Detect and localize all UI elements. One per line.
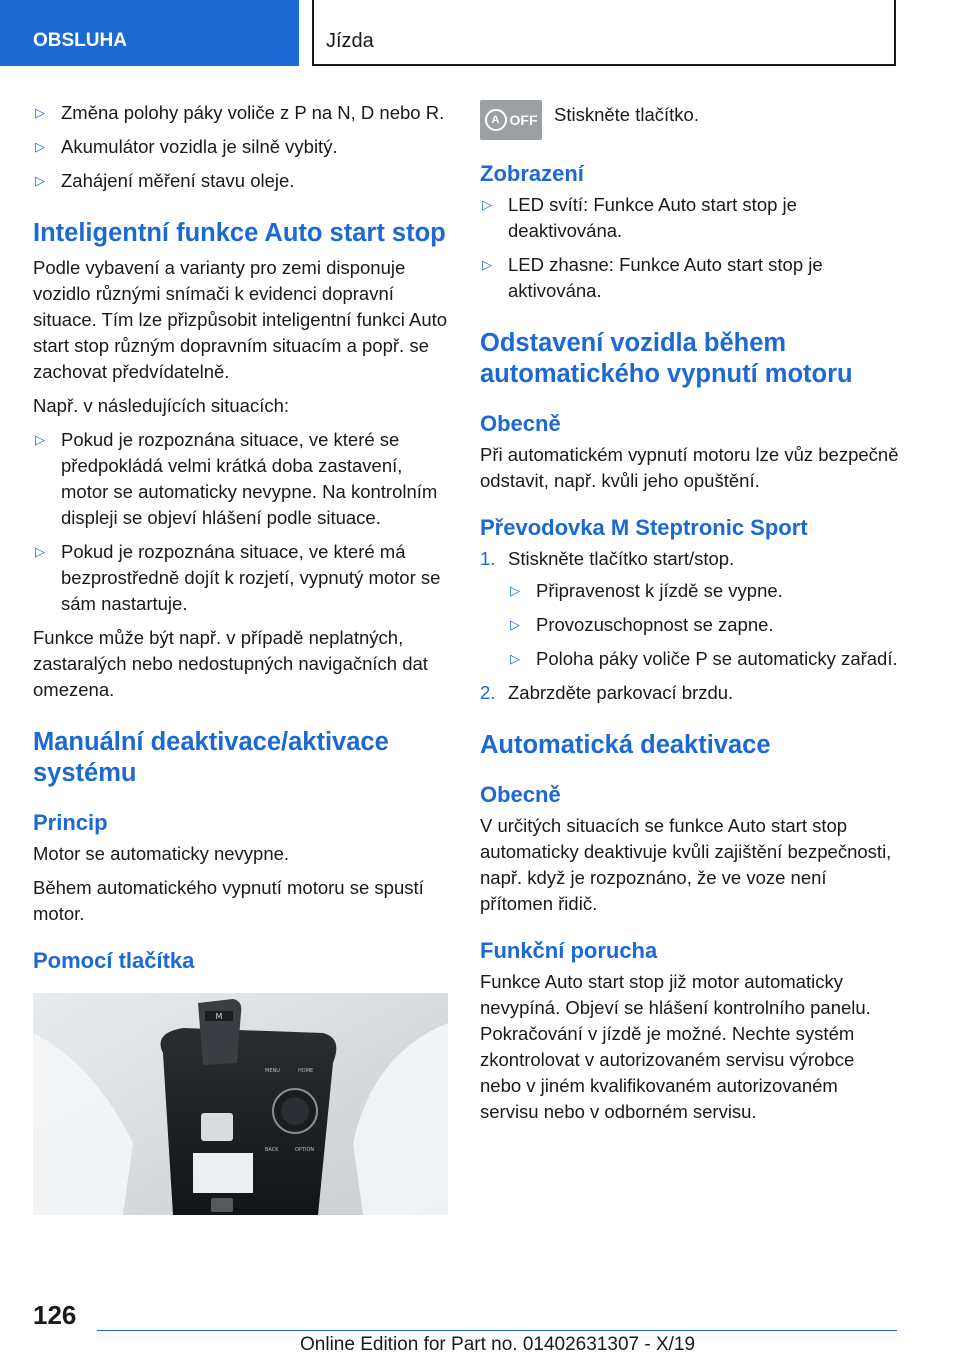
paragraph: Funkce Auto start stop již motor automaticky nevypíná. Objeví se hlášení kontrolního panelu. Pokračování v jízdě je možné. Nechte systém zkontrolovat v autorizovaném servisu výrobce nebo v jiném kvalifikovaném autorizovaném servisu nebo v odborném servisu.: [480, 971, 871, 1122]
subheading-principle: Princip: [33, 810, 108, 835]
auto-start-stop-button-row: [480, 100, 900, 140]
section-tab: OBSLUHA: [0, 0, 299, 66]
back-label: BACK: [265, 1147, 279, 1153]
subheading-via-button: Pomocí tlačítka: [33, 948, 195, 973]
list-item: 2. Zabrzděte parkovací brzdu.: [480, 682, 734, 703]
home-label: HOME: [298, 1068, 314, 1074]
list-item: ▷ LED svítí: Funkce Auto start stop je deaktivována.: [482, 194, 797, 241]
list-item: ▷ Provozuschopnost se zapne.: [508, 612, 900, 638]
triangle-bullet-icon: ▷: [510, 583, 520, 598]
situation-bullet-list: [33, 427, 448, 617]
option-label: OPTION: [295, 1147, 315, 1153]
menu-label: MENU: [265, 1068, 280, 1074]
footer-divider: [97, 1330, 897, 1331]
triangle-bullet-icon: ▷: [482, 257, 492, 272]
paragraph: Při automatickém vypnutí motoru lze vůz bezpečně odstavit, např. kvůli jeho opuštění.: [480, 444, 899, 491]
svg-text:M: M: [215, 1012, 223, 1021]
paragraph: Stiskněte tlačítko.: [554, 104, 699, 125]
triangle-bullet-icon: ▷: [35, 105, 45, 120]
footer-edition: Online Edition for Part no. 01402631307 - X/19: [300, 1334, 696, 1355]
paragraph: Podle vybavení a varianty pro zemi disponuje vozidlo různými snímači k evidenci dopravní situace. Tím lze přizpůsobit inteligentní funkci Auto start stop různým dopravním situacím a popř. se zachovat předvídatelně.: [33, 257, 448, 382]
paragraph: Funkce může být např. v případě neplatných, zastaralých nebo nedostupných navigačních dat omezena.: [33, 627, 428, 700]
steps-list: [480, 546, 900, 706]
triangle-bullet-icon: ▷: [510, 617, 520, 632]
triangle-bullet-icon: ▷: [35, 432, 45, 447]
list-item: 1. Stiskněte tlačítko start/stop. ▷ Připravenost k jízdě se vypne. ▷ Provozuschopnost se zapne. ▷ Poloha páky voliče P se automaticky zařadí.: [480, 546, 900, 672]
triangle-bullet-icon: ▷: [510, 651, 520, 666]
subheading-malfunction: Funkční porucha: [480, 938, 658, 963]
paragraph: V určitých situacích se funkce Auto start stop automaticky deaktivuje kvůli zajištění bezpečnosti, např. když je rozpoznáno, že ve voze není přítomen řidič.: [480, 815, 892, 914]
list-item: ▷ LED zhasne: Funkce Auto start stop je aktivována.: [482, 254, 823, 301]
triangle-bullet-icon: ▷: [35, 173, 45, 188]
triangle-bullet-icon: ▷: [35, 139, 45, 154]
subheading-general: Obecně: [480, 411, 561, 436]
list-item: ▷ Akumulátor vozidla je silně vybitý.: [33, 134, 448, 160]
right-column: [480, 100, 900, 1133]
subheading-general: Obecně: [480, 782, 561, 807]
list-item: ▷ Připravenost k jízdě se vypne.: [508, 578, 900, 604]
center-console-photo: [33, 993, 448, 1215]
list-item: ▷ Zahájení měření stavu oleje.: [33, 168, 448, 194]
paragraph: Během automatického vypnutí motoru se spustí motor.: [33, 877, 424, 924]
list-item: ▷ Poloha páky voliče P se automaticky zařadí.: [508, 646, 900, 672]
auto-start-stop-off-icon: A OFF: [480, 100, 542, 140]
left-column: [33, 100, 448, 1220]
page-number: 126: [33, 1300, 77, 1330]
top-bullet-list: [33, 100, 448, 194]
heading-automatic-deactivation: Automatická deaktivace: [480, 731, 771, 759]
list-item: ▷ Pokud je rozpoznána situace, ve které má bezprostředně dojít k rozjetí, vypnutý motor se sám nastartuje.: [35, 541, 441, 614]
paragraph: Např. v následujících situacích:: [33, 395, 290, 416]
display-bullet-list: [480, 192, 900, 304]
chapter-title: Jízda: [312, 0, 896, 66]
heading-parking-vehicle: Odstavení vozidla během automatického vypnutí motoru: [480, 329, 853, 388]
heading-intelligent-auto-start-stop: Inteligentní funkce Auto start stop: [33, 219, 446, 247]
triangle-bullet-icon: ▷: [482, 197, 492, 212]
subheading-display: Zobrazení: [480, 161, 584, 186]
subheading-steptronic: Převodovka M Steptronic Sport: [480, 515, 808, 540]
list-item: ▷ Změna polohy páky voliče z P na N, D nebo R.: [33, 100, 448, 126]
triangle-bullet-icon: ▷: [35, 544, 45, 559]
paragraph: Motor se automaticky nevypne.: [33, 843, 290, 864]
step1-bullet-list: [508, 578, 900, 672]
list-item: ▷ Pokud je rozpoznána situace, ve které se předpokládá velmi krátká doba zastavení, motor se automaticky nevypne. Na kontrolním displeji se objeví hlášení podle situace.: [35, 429, 438, 528]
heading-manual-deactivation: Manuální deaktivace/aktivace systému: [33, 728, 389, 787]
